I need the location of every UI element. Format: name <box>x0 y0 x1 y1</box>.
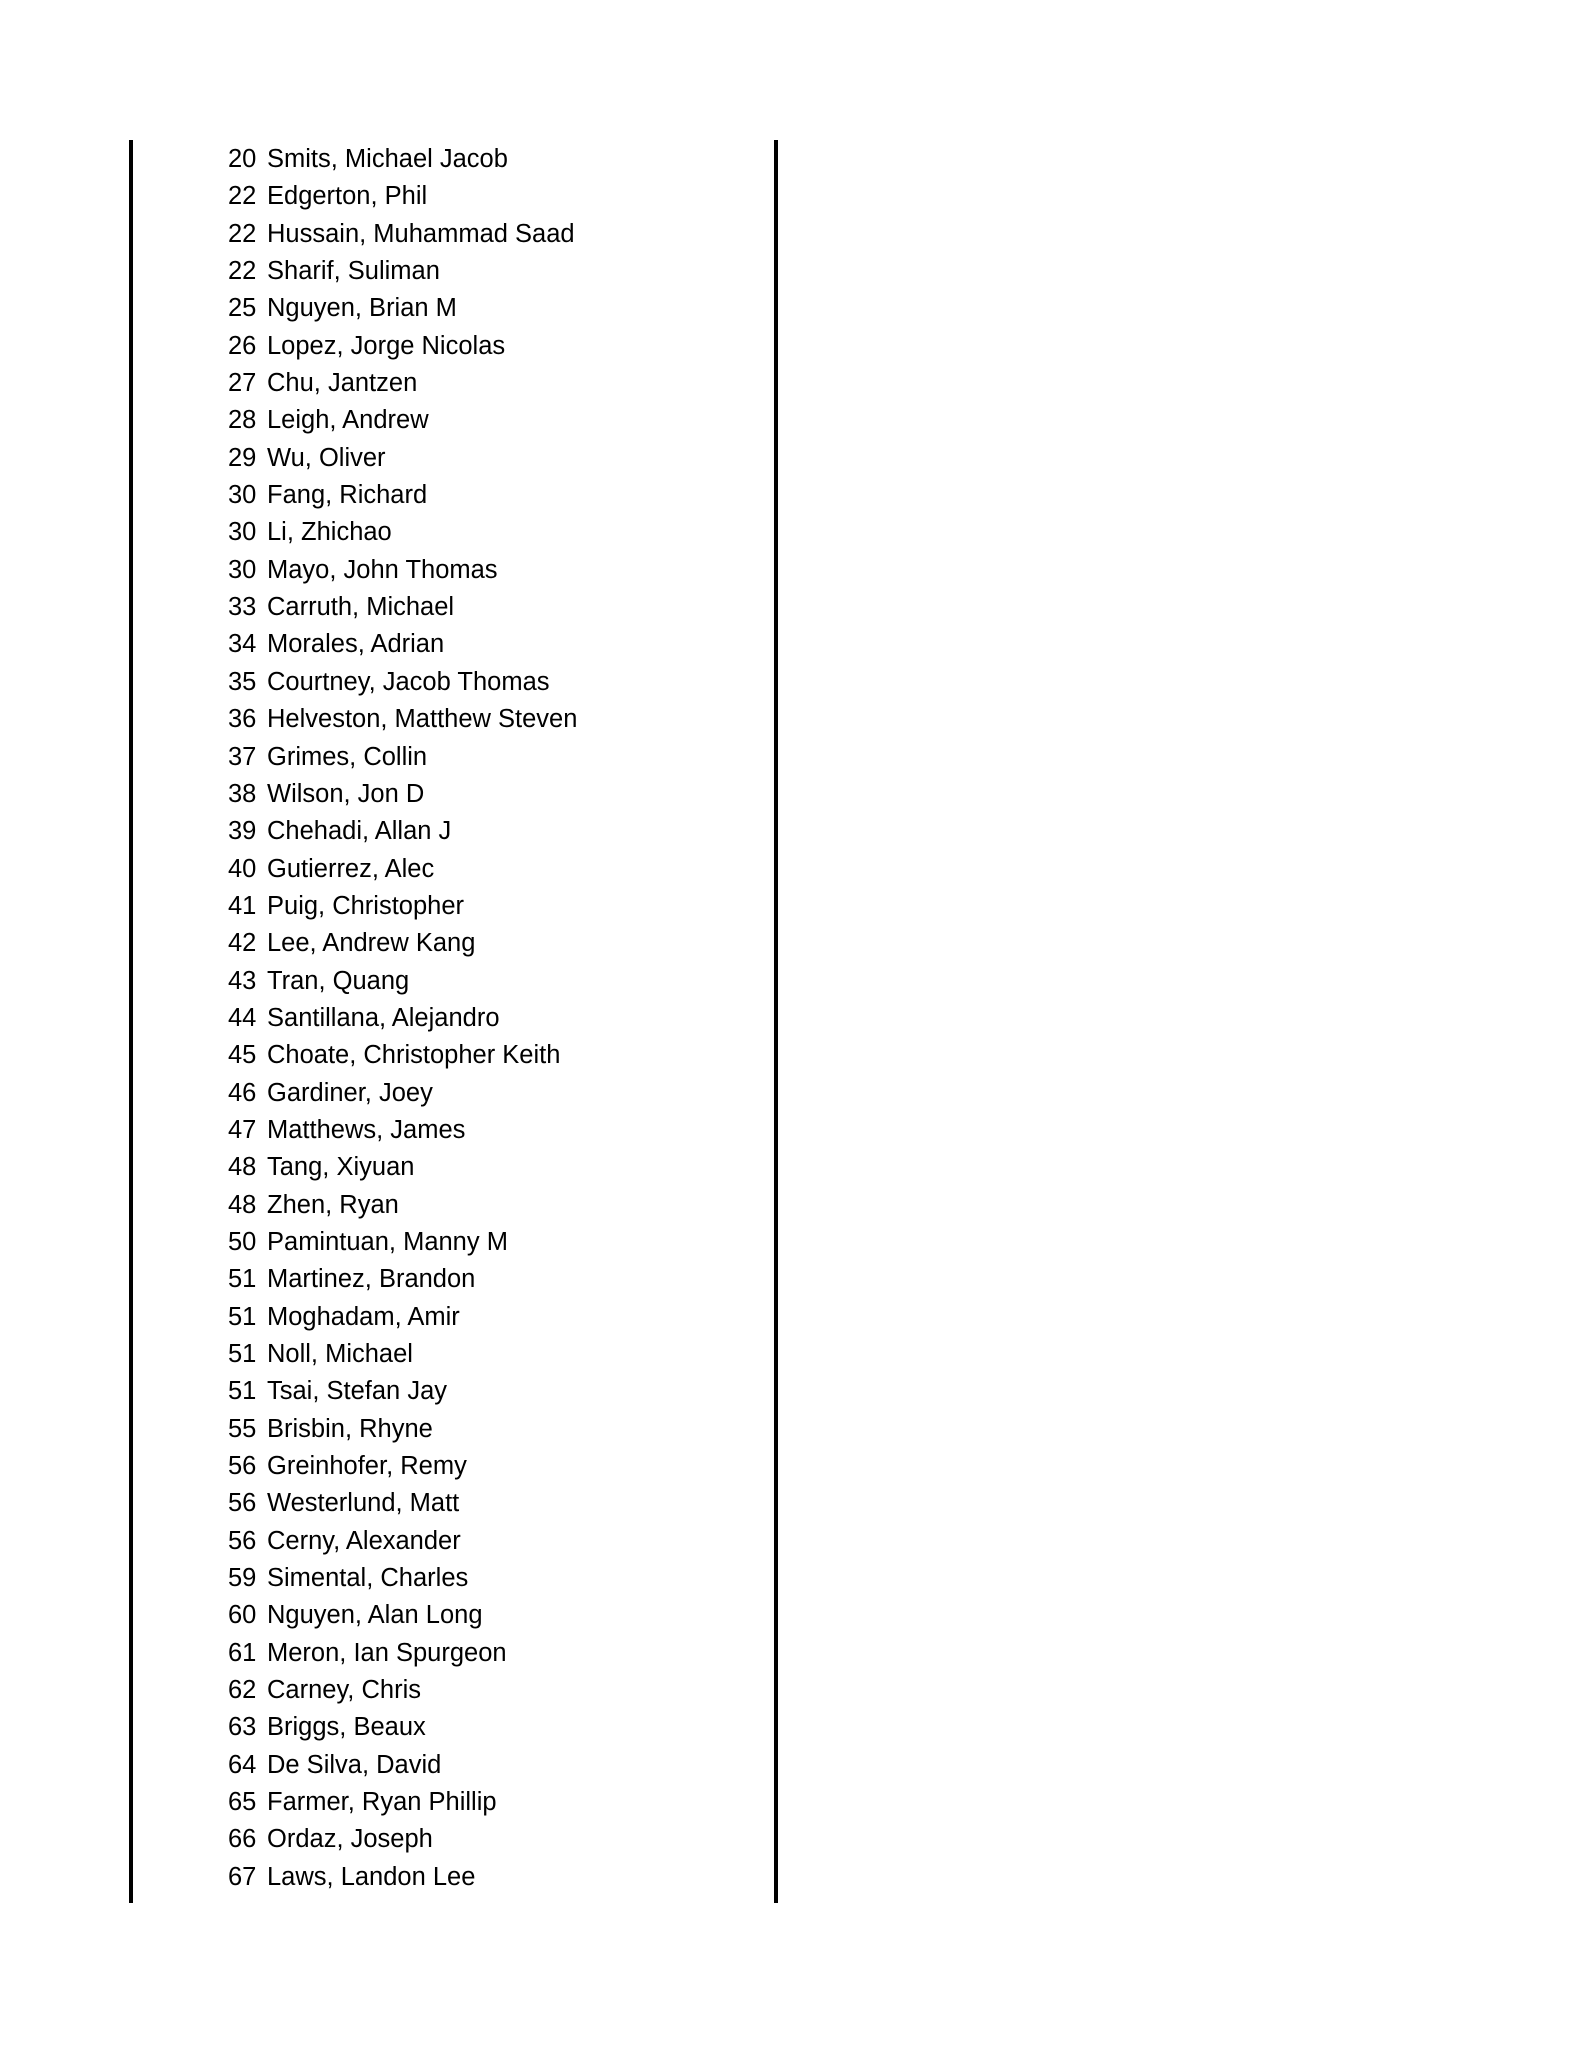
roster-number: 25 <box>228 294 257 323</box>
roster-entry <box>228 1224 577 1261</box>
roster-name: Chu, Jantzen <box>267 369 418 398</box>
roster-number: 60 <box>228 1601 257 1630</box>
roster-entry <box>228 963 577 1000</box>
roster-entry <box>228 1560 577 1597</box>
roster-name: Santillana, Alejandro <box>267 1003 500 1032</box>
roster-entry <box>228 1784 577 1821</box>
roster-name: Westerlund, Matt <box>267 1489 460 1518</box>
roster-number: 59 <box>228 1564 257 1593</box>
roster-number: 20 <box>228 145 257 173</box>
roster-entry <box>228 739 577 776</box>
roster-entry <box>228 1709 577 1746</box>
roster-number: 38 <box>228 779 257 808</box>
roster-name: Choate, Christopher Keith <box>267 1041 561 1070</box>
roster-entry <box>228 813 577 850</box>
roster-name: Nguyen, Alan Long <box>267 1601 483 1630</box>
roster-entry <box>228 440 577 477</box>
roster-number: 34 <box>228 630 257 659</box>
roster-name: Carney, Chris <box>267 1676 421 1705</box>
roster-number: 65 <box>228 1788 257 1817</box>
roster-name: Brisbin, Rhyne <box>267 1414 433 1443</box>
roster-number: 29 <box>228 443 257 472</box>
roster-number: 22 <box>228 219 257 248</box>
roster-name: Briggs, Beaux <box>267 1713 426 1742</box>
roster-entry <box>228 514 577 551</box>
roster-name: Tran, Quang <box>267 966 410 995</box>
roster-entry <box>228 253 577 290</box>
roster-entry <box>228 664 577 701</box>
roster-name: Tang, Xiyuan <box>267 1153 415 1182</box>
roster-entry <box>228 178 577 215</box>
roster-entry <box>228 1523 577 1560</box>
roster-number: 30 <box>228 555 257 584</box>
roster-name: Helveston, Matthew Steven <box>267 705 578 734</box>
roster-name: Gutierrez, Alec <box>267 854 435 883</box>
roster-name: Courtney, Jacob Thomas <box>267 667 550 696</box>
roster-number: 56 <box>228 1489 257 1518</box>
roster-name: Matthews, James <box>267 1115 466 1144</box>
roster-number: 56 <box>228 1452 257 1481</box>
roster-entry <box>228 1485 577 1522</box>
roster-name: Puig, Christopher <box>267 891 465 920</box>
right-column-rule <box>774 140 778 1903</box>
roster-number: 30 <box>228 481 257 510</box>
roster-number: 27 <box>228 369 257 398</box>
roster-entry <box>228 1299 577 1336</box>
roster-number: 26 <box>228 331 257 360</box>
roster-name: Hussain, Muhammad Saad <box>267 219 575 248</box>
roster-name: Simental, Charles <box>267 1564 469 1593</box>
roster-name: Grimes, Collin <box>267 742 428 771</box>
roster-number: 41 <box>228 891 257 920</box>
roster-entry <box>228 1037 577 1074</box>
roster-name: Cerny, Alexander <box>267 1526 461 1555</box>
roster-entry <box>228 1149 577 1186</box>
roster-entry <box>228 1859 577 1896</box>
roster-name: Laws, Landon Lee <box>267 1862 476 1891</box>
roster-entry <box>228 776 577 813</box>
roster-name: Fang, Richard <box>267 481 428 510</box>
roster-number: 56 <box>228 1526 257 1555</box>
roster-name: Lee, Andrew Kang <box>267 929 476 958</box>
roster-entry <box>228 1187 577 1224</box>
roster-name: Moghadam, Amir <box>267 1302 460 1331</box>
roster-number: 61 <box>228 1638 257 1667</box>
roster-entry <box>228 365 577 402</box>
roster-number: 51 <box>228 1302 257 1331</box>
roster-name: Martinez, Brandon <box>267 1265 476 1294</box>
roster-name: Morales, Adrian <box>267 630 445 659</box>
roster-number: 50 <box>228 1227 257 1256</box>
roster-number: 43 <box>228 966 257 995</box>
roster-list <box>228 141 577 1896</box>
roster-entry <box>228 1261 577 1298</box>
roster-number: 37 <box>228 742 257 771</box>
roster-entry <box>228 328 577 365</box>
roster-name: Sharif, Suliman <box>267 257 440 286</box>
roster-name: Pamintuan, Manny M <box>267 1227 508 1256</box>
roster-name: Edgerton, Phil <box>267 182 428 211</box>
roster-name: Wilson, Jon D <box>267 779 425 808</box>
roster-name: Greinhofer, Remy <box>267 1452 467 1481</box>
roster-name: Meron, Ian Spurgeon <box>267 1638 507 1667</box>
roster-number: 35 <box>228 667 257 696</box>
roster-name: Zhen, Ryan <box>267 1190 399 1219</box>
roster-entry <box>228 1075 577 1112</box>
roster-number: 39 <box>228 817 257 846</box>
roster-entry <box>228 589 577 626</box>
roster-number: 64 <box>228 1750 257 1779</box>
roster-number: 30 <box>228 518 257 547</box>
roster-number: 67 <box>228 1862 257 1891</box>
roster-entry <box>228 1821 577 1858</box>
roster-name: Tsai, Stefan Jay <box>267 1377 448 1406</box>
roster-entry <box>228 1336 577 1373</box>
roster-name: Lopez, Jorge Nicolas <box>267 331 506 360</box>
roster-number: 63 <box>228 1713 257 1742</box>
roster-name: Carruth, Michael <box>267 593 455 622</box>
roster-entry <box>228 1635 577 1672</box>
roster-number: 51 <box>228 1340 257 1368</box>
roster-number: 28 <box>228 406 257 435</box>
roster-entry <box>228 1112 577 1149</box>
roster-number: 66 <box>228 1825 257 1854</box>
left-column-rule <box>129 140 133 1903</box>
roster-name: Noll, Michael <box>267 1340 413 1368</box>
roster-entry <box>228 1448 577 1485</box>
roster-entry <box>228 888 577 925</box>
roster-entry <box>228 141 577 178</box>
roster-number: 22 <box>228 182 257 211</box>
roster-number: 33 <box>228 593 257 622</box>
roster-name: Li, Zhichao <box>267 518 392 547</box>
roster-number: 48 <box>228 1190 257 1219</box>
roster-name: Nguyen, Brian M <box>267 294 457 323</box>
roster-name: Wu, Oliver <box>267 443 386 472</box>
roster-name: De Silva, David <box>267 1750 442 1779</box>
roster-entry <box>228 851 577 888</box>
roster-number: 51 <box>228 1265 257 1294</box>
roster-number: 62 <box>228 1676 257 1705</box>
roster-name: Chehadi, Allan J <box>267 817 452 846</box>
roster-name: Leigh, Andrew <box>267 406 429 435</box>
roster-entry <box>228 552 577 589</box>
roster-entry <box>228 1672 577 1709</box>
roster-name: Farmer, Ryan Phillip <box>267 1788 497 1817</box>
roster-name: Smits, Michael Jacob <box>267 145 508 173</box>
roster-name: Ordaz, Joseph <box>267 1825 433 1854</box>
roster-entry <box>228 701 577 738</box>
roster-name: Gardiner, Joey <box>267 1078 433 1107</box>
roster-entry <box>228 1411 577 1448</box>
roster-entry <box>228 1373 577 1410</box>
roster-number: 48 <box>228 1153 257 1182</box>
roster-number: 46 <box>228 1078 257 1107</box>
roster-entry <box>228 1000 577 1037</box>
roster-number: 47 <box>228 1115 257 1144</box>
roster-entry <box>228 1597 577 1634</box>
roster-entry <box>228 626 577 663</box>
roster-number: 55 <box>228 1414 257 1443</box>
roster-number: 45 <box>228 1041 257 1070</box>
roster-entry <box>228 925 577 962</box>
roster-entry <box>228 1747 577 1784</box>
roster-number: 51 <box>228 1377 257 1406</box>
roster-number: 44 <box>228 1003 257 1032</box>
roster-entry <box>228 402 577 439</box>
roster-entry <box>228 290 577 327</box>
roster-number: 22 <box>228 257 257 286</box>
roster-number: 40 <box>228 854 257 883</box>
roster-number: 36 <box>228 705 257 734</box>
roster-entry <box>228 216 577 253</box>
roster-number: 42 <box>228 929 257 958</box>
roster-entry <box>228 477 577 514</box>
roster-name: Mayo, John Thomas <box>267 555 498 584</box>
